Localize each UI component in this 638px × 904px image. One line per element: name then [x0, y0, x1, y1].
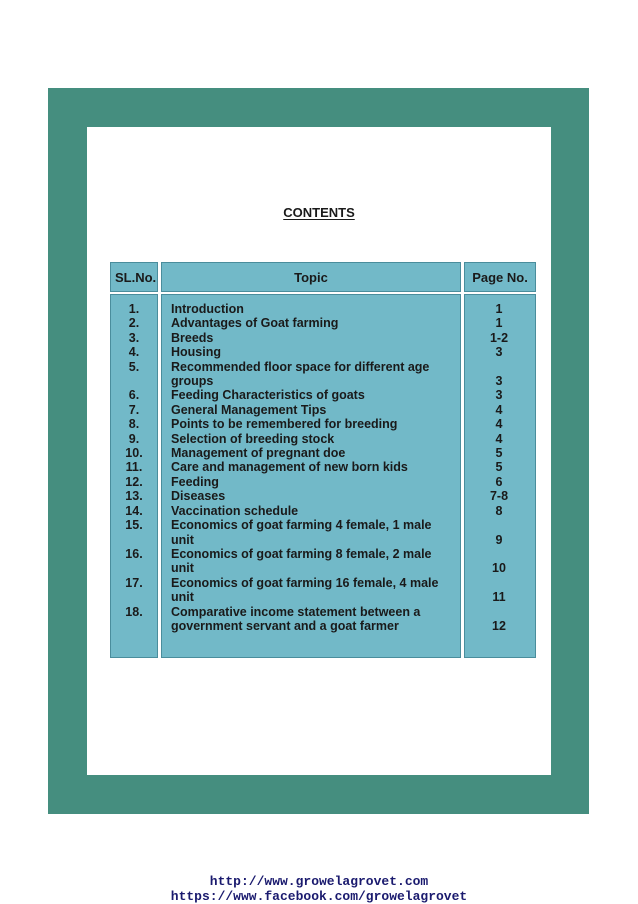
row-page	[462, 331, 536, 345]
row-page	[462, 316, 536, 330]
row-page-number: 3	[495, 345, 503, 360]
row-topic[interactable]: General Management Tips	[171, 402, 327, 417]
row-page-number: 3	[495, 388, 503, 403]
row-page-number: 12	[492, 618, 506, 633]
row-topic[interactable]: Economics of goat farming 8 female, 2 male unit	[171, 546, 432, 576]
row-topic[interactable]: Introduction	[171, 302, 244, 316]
row-number: 1.	[128, 302, 140, 316]
table-row	[110, 504, 536, 518]
table-row	[110, 576, 536, 605]
table-row	[110, 432, 536, 446]
table-row	[110, 547, 536, 576]
row-number: 15.	[125, 518, 143, 533]
row-page	[462, 504, 536, 518]
row-page	[462, 302, 536, 316]
table-row	[110, 605, 536, 634]
row-page	[462, 518, 536, 547]
row-page	[462, 446, 536, 460]
row-number: 18.	[125, 604, 143, 619]
row-page-number: 1	[495, 302, 503, 316]
row-page-number: 11	[492, 590, 506, 605]
table-row	[110, 302, 536, 316]
row-topic[interactable]: Breeds	[171, 330, 214, 345]
row-number: 9.	[128, 431, 140, 446]
row-number: 17.	[125, 575, 143, 590]
row-page-number: 6	[495, 474, 503, 489]
row-page	[462, 489, 536, 503]
row-page-number: 9	[495, 532, 503, 547]
row-number: 3.	[128, 330, 140, 345]
contents-table-rows	[110, 302, 536, 633]
row-number: 2.	[128, 316, 140, 331]
row-number: 4.	[128, 345, 140, 360]
row-topic[interactable]: Selection of breeding stock	[171, 431, 335, 446]
row-number: 10.	[125, 446, 143, 461]
row-page-number: 4	[495, 402, 503, 417]
row-page-number: 5	[495, 460, 503, 475]
row-page	[462, 432, 536, 446]
row-topic[interactable]: Recommended floor space for different age groups	[171, 359, 430, 389]
row-page	[462, 605, 536, 634]
row-topic[interactable]: Economics of goat farming 16 female, 4 male unit	[171, 575, 439, 605]
website-link[interactable]: http://www.growelagrovet.com	[209, 874, 429, 889]
row-topic[interactable]: Advantages of Goat farming	[171, 316, 339, 331]
row-page-number: 4	[495, 431, 503, 446]
row-page	[462, 475, 536, 489]
row-page	[462, 547, 536, 576]
header-topic: Topic	[161, 262, 461, 292]
contents-title-text: CONTENTS	[283, 205, 355, 220]
row-page-number: 8	[495, 503, 503, 518]
table-row	[110, 518, 536, 547]
table-row	[110, 331, 536, 345]
row-page	[462, 417, 536, 431]
table-row	[110, 417, 536, 431]
row-page	[462, 345, 536, 359]
row-page	[462, 403, 536, 417]
table-row	[110, 360, 536, 389]
table-row	[110, 403, 536, 417]
row-topic[interactable]: Vaccination schedule	[171, 503, 299, 518]
header-sl-no: SL.No.	[110, 262, 158, 292]
row-page-number: 1	[495, 316, 503, 331]
row-page-number: 4	[495, 417, 503, 432]
footer-links	[0, 874, 638, 904]
table-row	[110, 489, 536, 503]
row-page-number: 3	[495, 374, 503, 389]
header-page-no: Page No.	[464, 262, 536, 292]
row-topic[interactable]: Feeding Characteristics of goats	[171, 388, 365, 403]
row-page-number: 10	[492, 561, 506, 576]
row-topic[interactable]: Care and management of new born kids	[171, 460, 408, 475]
table-row	[110, 388, 536, 402]
row-page	[462, 576, 536, 605]
table-row	[110, 460, 536, 474]
row-topic[interactable]: Points to be remembered for breeding	[171, 417, 398, 432]
row-topic[interactable]: Housing	[171, 345, 221, 360]
row-topic[interactable]: Diseases	[171, 489, 226, 504]
row-number: 13.	[125, 489, 143, 504]
row-number: 14.	[125, 503, 143, 518]
row-page	[462, 460, 536, 474]
contents-title	[0, 205, 638, 220]
table-row	[110, 446, 536, 460]
facebook-link[interactable]: https://www.facebook.com/growelagrovet	[170, 889, 468, 904]
row-page	[462, 360, 536, 389]
row-topic[interactable]: Comparative income statement between a government servant and a goat farmer	[171, 604, 421, 633]
row-number: 16.	[125, 546, 143, 561]
row-number: 8.	[128, 417, 140, 432]
table-row	[110, 316, 536, 330]
table-row	[110, 345, 536, 359]
row-number: 12.	[125, 474, 143, 489]
row-number: 6.	[128, 388, 140, 403]
row-page	[462, 388, 536, 402]
row-number: 5.	[128, 359, 140, 374]
row-number: 11.	[125, 460, 143, 475]
row-page-number: 5	[495, 446, 503, 461]
row-topic[interactable]: Feeding	[171, 474, 219, 489]
row-topic[interactable]: Economics of goat farming 4 female, 1 male unit	[171, 518, 432, 547]
row-topic[interactable]: Management of pregnant doe	[171, 446, 346, 461]
row-page-number: 7-8	[489, 489, 509, 504]
table-row	[110, 475, 536, 489]
row-page-number: 1-2	[489, 330, 509, 345]
row-number: 7.	[128, 402, 140, 417]
